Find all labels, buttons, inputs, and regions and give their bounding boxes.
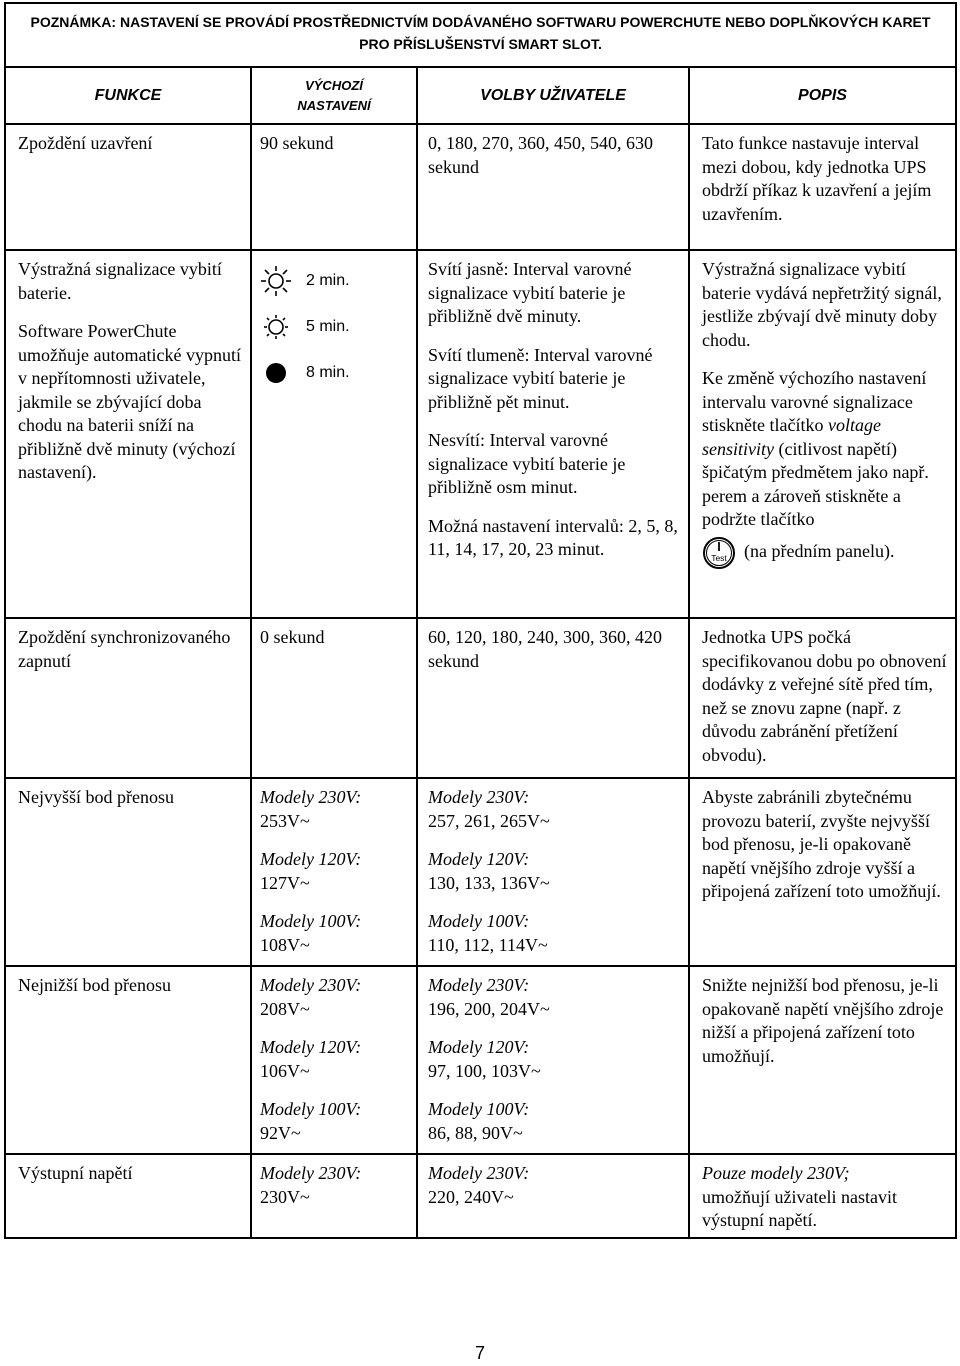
function-note: Software PowerChute umožňuje automatické vypnutí v nepřítomnosti uživatele, jakmile se zbývající doba chodu na baterii sníží na přibližně dvě minuty (výchozí nastavení). [18, 321, 241, 482]
default-cell: Modely 230V: 208V~ Modely 120V: 106V~ Modely 100V: 92V~ [251, 966, 417, 1154]
options-cell: 60, 120, 180, 240, 300, 360, 420 sekund [417, 618, 689, 778]
function-cell: Výstupní napětí [5, 1154, 251, 1238]
filled-circle-icon [260, 357, 292, 389]
function-cell: Nejnižší bod přenosu [5, 966, 251, 1154]
page-number: 7 [474, 1343, 485, 1363]
desc-test: Test (na předním panelu). [702, 536, 947, 570]
header-default-line1: VÝCHOZÍ [305, 77, 363, 93]
desc-italic: Pouze modely 230V; [702, 1163, 850, 1183]
options-cell: Modely 230V: 220, 240V~ [417, 1154, 689, 1238]
header-default [251, 67, 417, 124]
options-cell [417, 250, 689, 618]
note-cell [5, 3, 956, 67]
options-cell: 0, 180, 270, 360, 450, 540, 630 sekund [417, 124, 689, 250]
default-cell: Modely 230V: 230V~ [251, 1154, 417, 1238]
description-cell: Tato funkce nastavuje interval mezi dobou, kdy jednotka UPS obdrží příkaz k uzavření a jejím uzavřením. [689, 124, 956, 250]
function-cell [5, 250, 251, 618]
default-cell: 0 sekund [251, 618, 417, 778]
description-cell: Snižte nejnižší bod přenosu, je-li opakovaně napětí vnějšího zdroje nižší a připojená zařízení toto umožňují. [689, 966, 956, 1154]
function-text: Výstražná signalizace vybití baterie. [18, 259, 222, 303]
note-text: NASTAVENÍ SE PROVÁDÍ PROSTŘEDNICTVÍM DODÁVANÉHO SOFTWARU POWERCHUTE NEBO DOPLŇKOVÝCH KARET PRO PŘÍSLUŠENSTVÍ SMART SLOT. [119, 14, 931, 52]
test-button-label: Test [711, 552, 727, 563]
function-cell: Nejvyšší bod přenosu [5, 778, 251, 966]
desc-alarm: Výstražná signalizace vybití baterie vydává nepřetržitý signál, jestliže zbývají dvě minuty doby chodu. [702, 259, 942, 350]
sun-bright-icon [260, 265, 292, 297]
option-bright: Svítí jasně: Interval varovné signalizace vybití baterie je přibližně dvě minuty. [428, 259, 632, 326]
default-cell [251, 250, 417, 618]
indicator-label: 2 min. [306, 272, 350, 290]
table-row [5, 1154, 956, 1238]
indicator-label: 8 min. [306, 364, 350, 382]
header-options: VOLBY UŽIVATELE [417, 67, 689, 124]
option-intervals: Možná nastavení intervalů: 2, 5, 8, 11, 14, 17, 20, 23 minut. [428, 515, 678, 559]
desc-text: umožňují uživateli nastavit výstupní napětí. [702, 1186, 897, 1230]
description-cell [689, 250, 956, 618]
table-row [5, 250, 956, 618]
description-cell [689, 1154, 956, 1238]
desc-change: Ke změně výchozího nastavení intervalu varovné signalizace stiskněte tlačítko voltage sensitivity (citlivost napětí) špičatým předmětem jako např. perem a zároveň stiskněte a podržte tlačítko [702, 368, 929, 529]
option-off: Nesvítí: Interval varovné signalizace vybití baterie je přibližně osm minut. [428, 430, 626, 497]
header-function: FUNKCE [5, 67, 251, 124]
option-dim: Svítí tlumeně: Interval varovné signalizace vybití baterie je přibližně pět minut. [428, 344, 653, 412]
function-cell: Zpoždění synchronizovaného zapnutí [5, 618, 251, 778]
options-cell: Modely 230V: 196, 200, 204V~ Modely 120V: 97, 100, 103V~ Modely 100V: 86, 88, 90V~ [417, 966, 689, 1154]
default-cell: Modely 230V: 253V~ Modely 120V: 127V~ Modely 100V: 108V~ [251, 778, 417, 966]
description-cell: Abyste zabránili zbytečnému provozu baterií, zvyšte nejvyšší bod přenosu, je-li opakovaně napětí vnějšího zdroje vyšší a připojená zařízení toto umožňují. [689, 778, 956, 966]
function-cell: Zpoždění uzavření [5, 124, 251, 250]
settings-table [4, 2, 957, 1239]
sun-dim-icon [260, 311, 292, 343]
indicator-label: 5 min. [306, 318, 350, 336]
table-row [5, 966, 956, 1154]
indicator-row [260, 258, 410, 304]
options-cell: Modely 230V: 257, 261, 265V~ Modely 120V: 130, 133, 136V~ Modely 100V: 110, 112, 114V~ [417, 778, 689, 966]
header-description: POPIS [689, 67, 956, 124]
header-row [5, 67, 956, 124]
test-button-icon [702, 536, 736, 570]
note-label: POZNÁMKA: [30, 14, 117, 30]
table-row [5, 124, 956, 250]
indicator-row [260, 350, 410, 396]
table-row [5, 778, 956, 966]
description-cell: Jednotka UPS počká specifikovanou dobu po obnovení dodávky z veřejné sítě před tím, než se znovu zapne (např. z důvodu zabránění přetížení obvodu). [689, 618, 956, 778]
default-cell: 90 sekund [251, 124, 417, 250]
note-row [5, 3, 956, 67]
table-row [5, 618, 956, 778]
indicator-row [260, 304, 410, 350]
header-default-line2: NASTAVENÍ [297, 97, 371, 113]
